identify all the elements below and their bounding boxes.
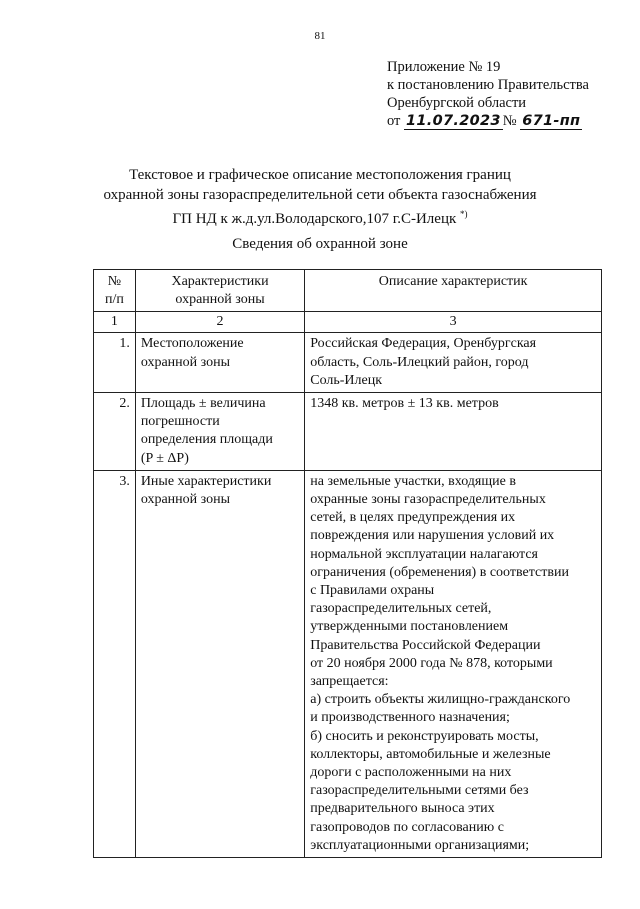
description-line: а) строить объекты жилищно-гражданского xyxy=(310,692,571,708)
description-line: Соль-Илецк xyxy=(310,372,383,388)
description-line: б) сносить и реконструировать мосты, xyxy=(310,728,539,744)
description-line: газораспределительных сетей, xyxy=(310,601,492,617)
title-line-3 xyxy=(0,205,640,230)
description-line: Правительства Российской Федерации xyxy=(310,637,541,653)
description-line: газораспределительными сетями без xyxy=(310,783,529,799)
handwritten-date: 11.07.2023 xyxy=(406,113,501,129)
row-description xyxy=(305,393,602,471)
header-characteristics xyxy=(135,270,304,312)
number-sign: № xyxy=(502,113,517,129)
description-line: сетей, в целях предупреждения их xyxy=(310,510,516,526)
date-prefix: от xyxy=(387,113,401,129)
index-cell-1: 1 xyxy=(94,312,136,333)
characteristic-line: охранной зоны xyxy=(140,492,231,508)
description-line: нормальной эксплуатации налагаются xyxy=(310,546,538,562)
description-line: эксплуатационными организациями; xyxy=(310,837,530,853)
appendix-date-line xyxy=(387,112,589,130)
zone-info-table xyxy=(93,269,602,858)
description-line: на земельные участки, входящие в xyxy=(310,473,516,489)
description-line: ограничения (обременения) в соответствии xyxy=(310,564,569,580)
description-line: и производственного назначения; xyxy=(310,710,510,726)
description-line: охранные зоны газораспределительных xyxy=(310,492,546,508)
header-description: Описание характеристик xyxy=(305,270,602,312)
row-characteristic xyxy=(135,470,304,857)
appendix-number: Приложение № 19 xyxy=(387,59,501,75)
header-char-line-1: Характеристики xyxy=(171,274,269,289)
table-row xyxy=(94,470,602,857)
document-title xyxy=(0,166,640,230)
row-characteristic xyxy=(135,333,304,393)
appendix-block xyxy=(387,58,589,130)
description-line: область, Соль-Илецкий район, город xyxy=(310,354,529,370)
characteristic-line: Иные характеристики xyxy=(140,473,272,489)
table-row xyxy=(94,333,602,393)
description-line: коллекторы, автомобильные и железные xyxy=(310,746,551,762)
page-number: 81 xyxy=(314,30,326,42)
header-num-line-1: № xyxy=(107,274,122,289)
handwritten-number: 671-пп xyxy=(522,113,581,129)
characteristic-line: погрешности xyxy=(140,414,220,430)
description-line: утвержденными постановлением xyxy=(310,619,509,635)
row-description xyxy=(305,333,602,393)
characteristic-line: Местоположение xyxy=(140,336,244,352)
appendix-region: Оренбургской области xyxy=(387,95,527,111)
header-char-line-2: охранной зоны xyxy=(175,292,265,308)
footnote-mark: *) xyxy=(460,209,468,219)
table-row xyxy=(94,393,602,471)
title-line-1: Текстовое и графическое описание местоположения границ xyxy=(129,167,511,183)
description-line: Российская Федерация, Оренбургская xyxy=(310,336,537,352)
row-number: 3. xyxy=(94,470,136,857)
table-body xyxy=(94,333,602,858)
table-index-row xyxy=(94,312,602,333)
description-line: повреждения или нарушения условий их xyxy=(310,528,555,544)
row-characteristic xyxy=(135,393,304,471)
description-line: от 20 ноября 2000 года № 878, которыми xyxy=(310,655,553,671)
header-num xyxy=(94,270,136,312)
header-num-line-2: п/п xyxy=(104,292,124,308)
description-line: предварительного выноса этих xyxy=(310,801,495,817)
description-line: 1348 кв. метров ± 13 кв. метров xyxy=(310,396,499,412)
appendix-decree: к постановлению Правительства xyxy=(387,77,589,93)
title-line-2: охранной зоны газораспределительной сети объекта газоснабжения xyxy=(103,186,537,203)
index-cell-2: 2 xyxy=(135,312,304,333)
row-description xyxy=(305,470,602,857)
characteristic-line: охранной зоны xyxy=(140,354,231,370)
description-line: дороги с расположенными на них xyxy=(310,765,512,781)
characteristic-line: Площадь ± величина xyxy=(140,396,266,412)
description-line: газопроводов по согласованию с xyxy=(310,819,504,835)
table-header-row xyxy=(94,270,602,312)
description-line: с Правилами охраны xyxy=(310,583,435,599)
characteristic-line: определения площади xyxy=(140,432,273,448)
row-number: 1. xyxy=(94,333,136,393)
section-subtitle: Сведения об охранной зоне xyxy=(232,236,408,252)
row-number: 2. xyxy=(94,393,136,471)
description-line: запрещается: xyxy=(310,674,389,690)
characteristic-line: (P ± ΔP) xyxy=(140,450,189,466)
title-line-3-text: ГП НД к ж.д.ул.Володарского,107 г.С-Илецк xyxy=(172,211,457,227)
index-cell-3: 3 xyxy=(305,312,602,333)
